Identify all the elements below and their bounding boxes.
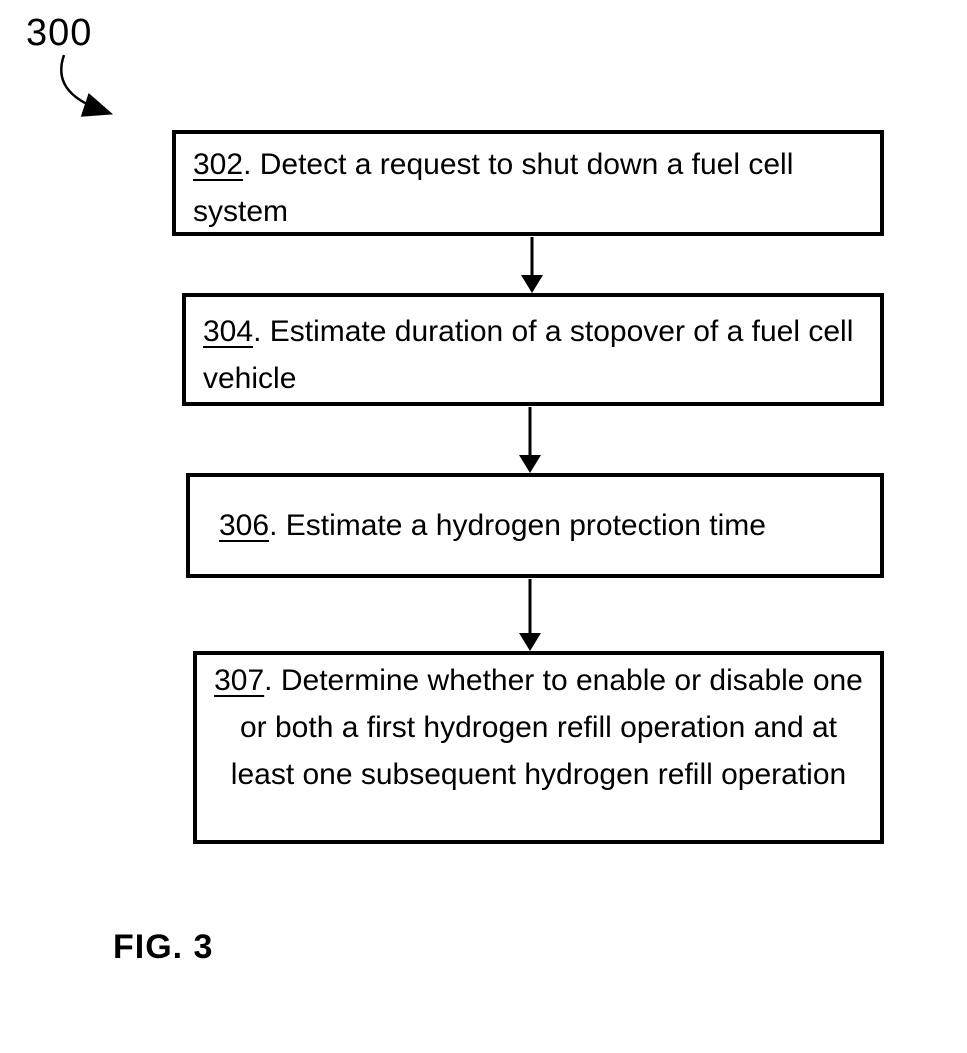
flow-arrow-304-to-306 — [519, 407, 541, 473]
arrowhead-down-icon — [519, 455, 541, 473]
step-text: . Estimate a hydrogen protection time — [269, 509, 766, 542]
flow-arrow-302-to-304 — [521, 237, 543, 293]
step-number: 306 — [219, 509, 270, 542]
flow-step-306 — [186, 473, 884, 578]
step-text: . Estimate duration of a stopover of a fuel cell vehicle — [203, 315, 854, 395]
arrow-shaft — [531, 237, 534, 275]
reference-curved-arrow-icon — [48, 52, 134, 124]
step-number: 304 — [203, 315, 254, 348]
figure-caption: FIG. 3 — [113, 928, 214, 966]
arrow-shaft — [529, 407, 532, 455]
arrowhead-down-icon — [519, 633, 541, 651]
flow-step-304 — [182, 293, 884, 406]
step-text: . Detect a request to shut down a fuel cell system — [193, 148, 794, 228]
flow-step-302 — [172, 130, 884, 236]
step-text-wrap — [219, 502, 766, 549]
arrowhead-down-icon — [521, 275, 543, 293]
figure-reference-number: 300 — [26, 12, 93, 54]
step-text: . Determine whether to enable or disable one or both a first hydrogen refill operation and at least one subsequent hydrogen refill operation — [230, 664, 863, 791]
flow-arrow-306-to-307 — [519, 579, 541, 651]
flow-step-307 — [193, 651, 884, 844]
arrow-shaft — [529, 579, 532, 633]
step-number: 307 — [214, 664, 265, 697]
step-number: 302 — [193, 148, 244, 181]
